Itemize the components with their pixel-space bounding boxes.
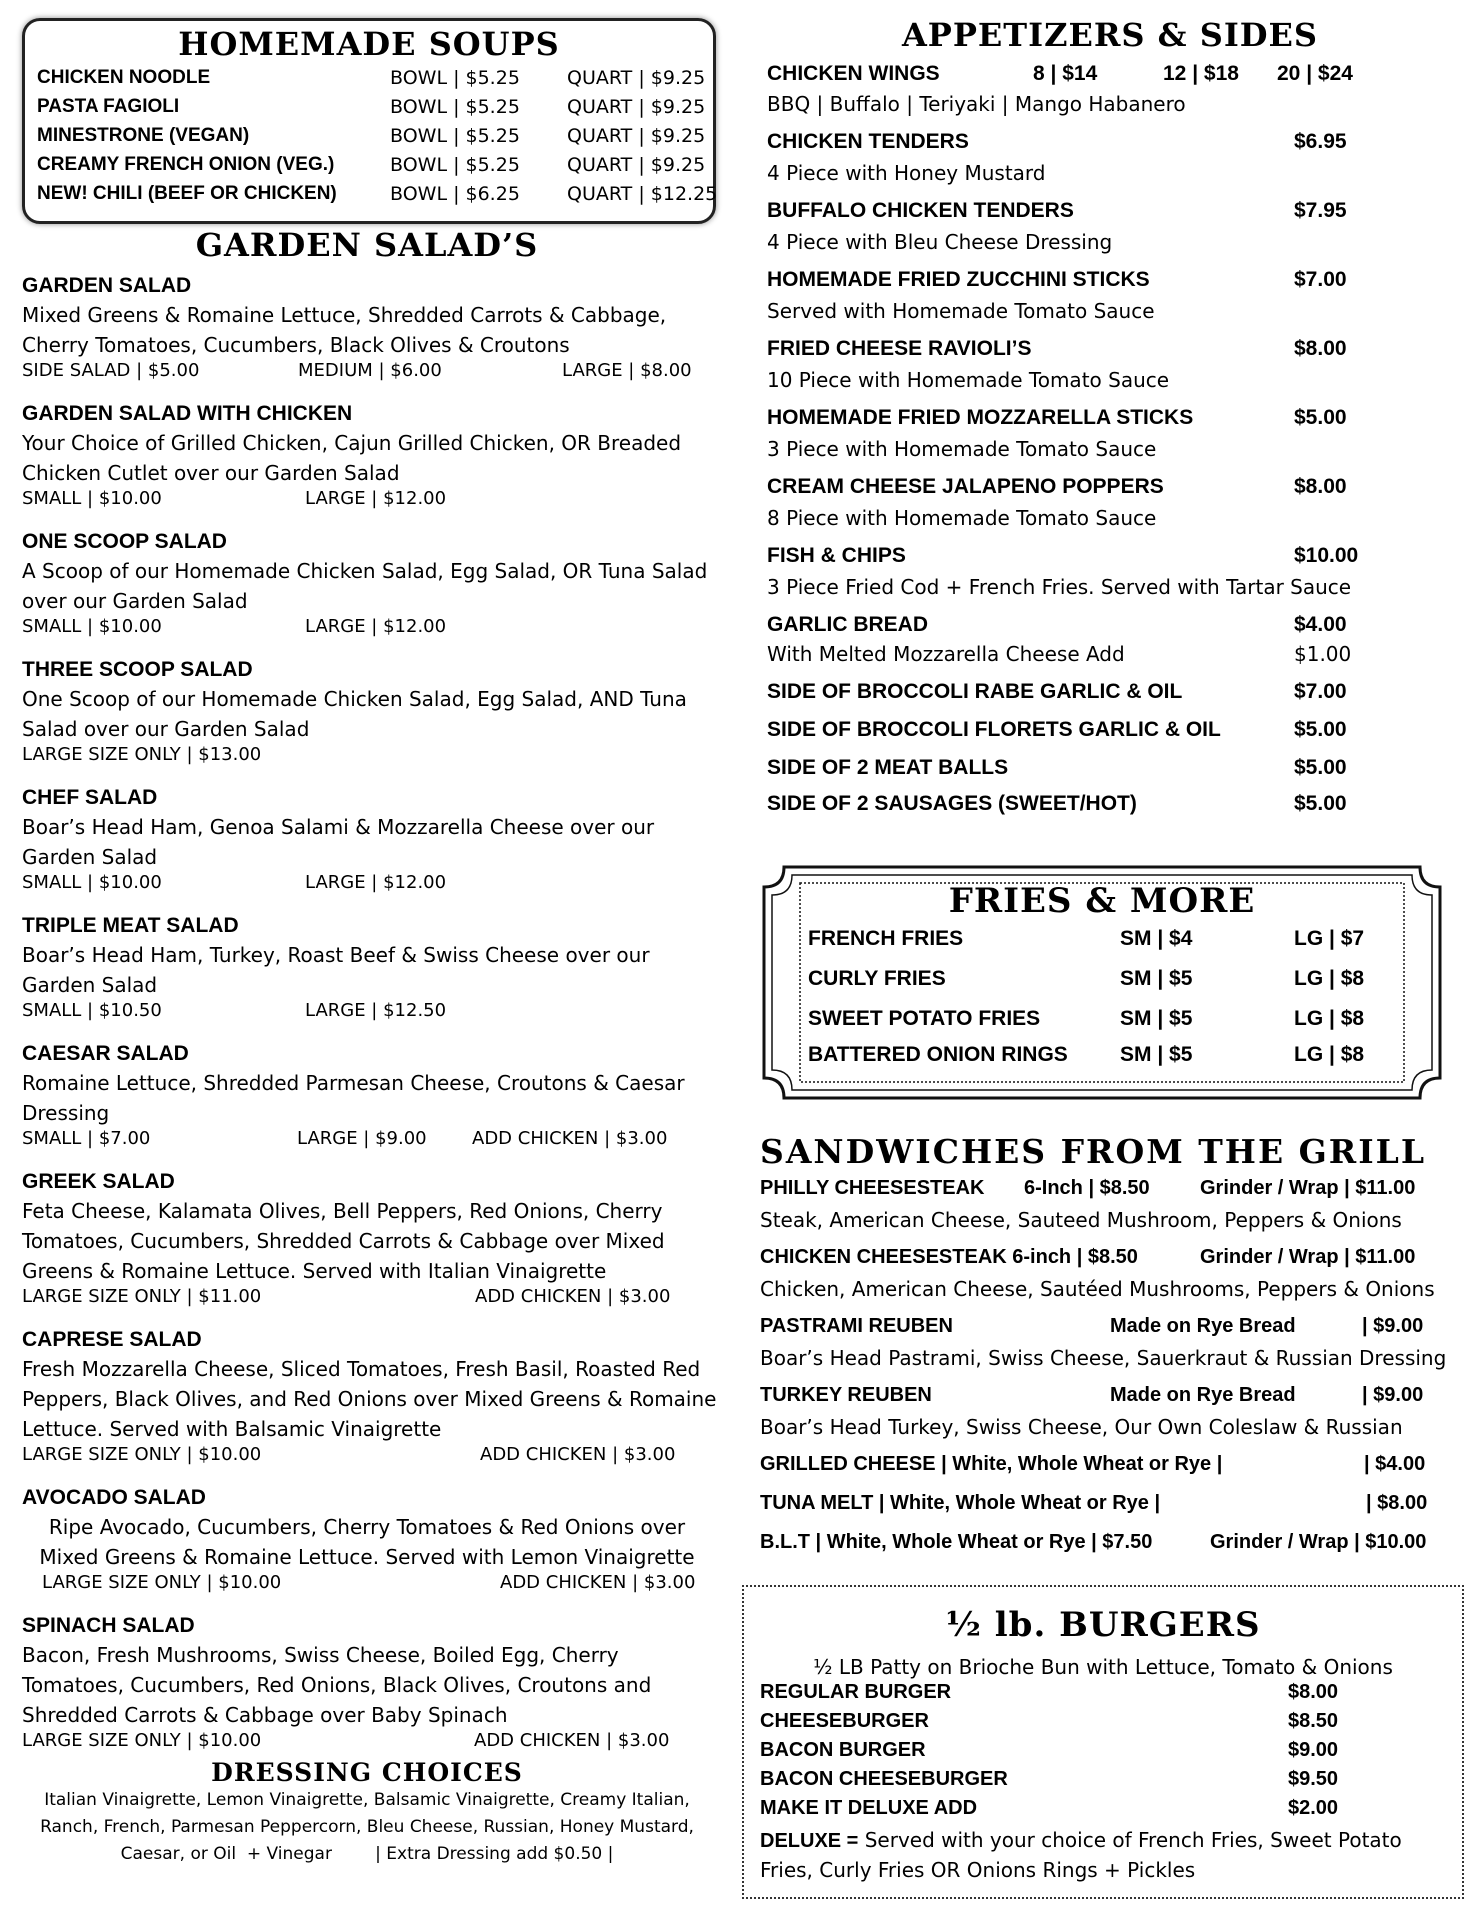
soup-name: CREAMY FRENCH ONION (VEG.) [37, 154, 335, 175]
soup-quart-price: QUART | $9.25 [567, 96, 706, 118]
soup-bowl-price: BOWL | $5.25 [390, 125, 520, 147]
item-desc: 3 Piece with Homemade Tomato Sauce [767, 437, 1157, 461]
salad-price: LARGE | $12.00 [305, 872, 447, 893]
soups-title: HOMEMADE SOUPS [178, 25, 560, 63]
fries-row [808, 927, 1408, 967]
salad-prices [22, 1572, 722, 1598]
salad-prices [22, 1286, 722, 1312]
salad-item [22, 1168, 722, 1312]
item-price: $5.00 [1294, 406, 1347, 429]
fries-lg-price: LG | $7 [1294, 927, 1365, 950]
item-name: FISH & CHIPS [767, 544, 906, 567]
salad-price: LARGE | $9.00 [297, 1128, 427, 1149]
item-row [767, 475, 1457, 504]
fries-name: BATTERED ONION RINGS [808, 1043, 1068, 1066]
soup-bowl-price: BOWL | $6.25 [390, 183, 520, 205]
item-price: $6.95 [1294, 130, 1347, 153]
item-price: $1.00 [1294, 642, 1352, 666]
deluxe-label: DELUXE = [760, 1830, 859, 1852]
soup-quart-price: QUART | $12.25 [567, 183, 718, 205]
burger-row [760, 1797, 1450, 1826]
salad-price: SMALL | $10.50 [22, 1000, 162, 1021]
salad-price: SMALL | $7.00 [22, 1128, 151, 1149]
sandwich-price: Made on Rye Bread [1110, 1315, 1296, 1337]
salad-item [22, 1484, 722, 1598]
salad-price: LARGE SIZE ONLY | $10.00 [22, 1444, 262, 1465]
sandwich-price: | $9.00 [1362, 1315, 1424, 1337]
item-price: $7.95 [1294, 199, 1347, 222]
burgers-subtitle: ½ LB Patty on Brioche Bun with Lettuce, Tomato & Onions [813, 1655, 1393, 1679]
burgers-title: ½ lb. BURGERS [945, 1605, 1261, 1645]
salad-name: AVOCADO SALAD [22, 1486, 206, 1509]
dressings-title: DRESSING CHOICES [211, 1758, 523, 1787]
burger-price: $8.50 [1288, 1710, 1339, 1732]
sandwich-name: PASTRAMI REUBEN [760, 1315, 953, 1337]
burger-row [760, 1710, 1450, 1739]
soup-bowl-price: BOWL | $5.25 [390, 67, 520, 89]
appetizer-item [767, 613, 1457, 670]
soup-row [37, 125, 713, 154]
appetizer-item [767, 199, 1457, 256]
salad-price: LARGE SIZE ONLY | $10.00 [42, 1572, 282, 1593]
salad-desc: A Scoop of our Homemade Chicken Salad, Egg Salad, OR Tuna Salad over our Garden Salad [22, 559, 708, 613]
item-name: SIDE OF 2 SAUSAGES (SWEET/HOT) [767, 792, 1137, 815]
sandwich-price: | $4.00 [1364, 1453, 1426, 1475]
salad-price: LARGE | $12.00 [305, 488, 447, 509]
fries-sm-price: SM | $5 [1120, 1007, 1193, 1030]
item-name: SIDE OF BROCCOLI FLORETS GARLIC & OIL [767, 718, 1221, 741]
fries-row [808, 1043, 1408, 1079]
fries-sm-price: SM | $4 [1120, 927, 1193, 950]
item-price: 12 | $18 [1163, 62, 1239, 85]
side-row [767, 718, 1457, 756]
item-price: $10.00 [1294, 544, 1359, 567]
soup-name: PASTA FAGIOLI [37, 96, 180, 117]
fries-name: CURLY FRIES [808, 967, 946, 990]
fries-row [808, 1007, 1408, 1043]
fries-name: FRENCH FRIES [808, 927, 964, 950]
item-price: $8.00 [1294, 475, 1347, 498]
sandwich-row [760, 1177, 1470, 1206]
salad-prices [22, 1128, 722, 1154]
salad-name: GREEK SALAD [22, 1170, 175, 1193]
item-name: HOMEMADE FRIED ZUCCHINI STICKS [767, 268, 1150, 291]
sandwich-name: TUNA MELT | White, Whole Wheat or Rye | [760, 1492, 1161, 1514]
burger-name: BACON BURGER [760, 1739, 926, 1761]
soup-name: CHICKEN NOODLE [37, 67, 211, 88]
salad-item [22, 1326, 722, 1470]
salad-price: ADD CHICKEN | $3.00 [472, 1128, 668, 1149]
salad-desc: Boar’s Head Ham, Genoa Salami & Mozzarella Cheese over our Garden Salad [22, 815, 655, 869]
item-name: CREAM CHEESE JALAPENO POPPERS [767, 475, 1164, 498]
dressings-list: Italian Vinaigrette, Lemon Vinaigrette, Balsamic Vinaigrette, Creamy Italian, Ranch, French, Parmesan Peppercorn, Bleu Cheese, Russian, Honey Mustard, Caesar, or Oil + Vinegar | Extra Dressing add $0.50 | [40, 1790, 700, 1864]
burger-price: $9.00 [1288, 1739, 1339, 1761]
salad-desc: Feta Cheese, Kalamata Olives, Bell Peppers, Red Onions, Cherry Tomatoes, Cucumbers, Shredded Carrots & Cabbage over Mixed Greens & Romaine Lettuce. Served with Italian Vinaigrette [22, 1199, 665, 1283]
salad-name: GARDEN SALAD WITH CHICKEN [22, 402, 353, 425]
side-row [767, 756, 1457, 792]
sandwich-name: CHICKEN CHEESESTEAK 6-inch | $8.50 [760, 1246, 1138, 1268]
salad-desc: Bacon, Fresh Mushrooms, Swiss Cheese, Boiled Egg, Cherry Tomatoes, Cucumbers, Red Onions, Black Olives, Croutons and Shredded Carrots & Cabbage over Baby Spinach [22, 1643, 652, 1727]
salad-price: SMALL | $10.00 [22, 616, 162, 637]
salad-name: THREE SCOOP SALAD [22, 658, 253, 681]
salad-item [22, 656, 722, 770]
fries-box [762, 865, 1442, 1100]
salad-price: ADD CHICKEN | $3.00 [475, 1286, 671, 1307]
fries-lg-price: LG | $8 [1294, 1007, 1365, 1030]
item-name: SIDE OF 2 MEAT BALLS [767, 756, 1009, 779]
item-desc: 8 Piece with Homemade Tomato Sauce [767, 506, 1157, 530]
salad-item [22, 272, 722, 386]
salad-prices [22, 744, 722, 770]
sandwich-row [760, 1453, 1470, 1492]
item-price: 8 | $14 [1033, 62, 1098, 85]
sandwich-item [760, 1177, 1470, 1234]
soup-row [37, 67, 713, 96]
salad-item [22, 1040, 722, 1154]
salad-prices [22, 616, 722, 642]
salad-prices [22, 1000, 722, 1026]
fries-sm-price: SM | $5 [1120, 1043, 1193, 1066]
sandwich-name: GRILLED CHEESE | White, Whole Wheat or Rye | [760, 1453, 1223, 1475]
sandwich-price: Grinder / Wrap | $10.00 [1210, 1531, 1427, 1553]
appetizer-item [767, 544, 1457, 601]
sandwich-price: Grinder / Wrap | $11.00 [1200, 1246, 1416, 1268]
salad-item [22, 400, 722, 514]
sandwich-row [760, 1492, 1470, 1531]
soups-box [22, 18, 716, 224]
soup-quart-price: QUART | $9.25 [567, 154, 706, 176]
fries-sm-price: SM | $5 [1120, 967, 1193, 990]
fries-lg-price: LG | $8 [1294, 967, 1365, 990]
appetizer-item [767, 130, 1457, 187]
soup-row [37, 183, 718, 212]
appetizer-item [767, 337, 1457, 394]
sides-list [767, 680, 1457, 828]
salad-price: LARGE SIZE ONLY | $10.00 [22, 1730, 262, 1751]
item-price: 20 | $24 [1277, 62, 1353, 85]
salad-item [22, 1612, 722, 1756]
item-name: BUFFALO CHICKEN TENDERS [767, 199, 1074, 222]
side-row [767, 792, 1457, 828]
salad-desc: Your Choice of Grilled Chicken, Cajun Grilled Chicken, OR Breaded Chicken Cutlet over our Garden Salad [22, 431, 682, 485]
salad-prices [22, 360, 722, 386]
item-desc: With Melted Mozzarella Cheese Add [767, 642, 1125, 666]
item-price: $8.00 [1294, 337, 1347, 360]
fries-title: FRIES & MORE [948, 881, 1256, 921]
burger-price: $8.00 [1288, 1681, 1339, 1703]
salad-name: CAPRESE SALAD [22, 1328, 202, 1351]
item-name: SIDE OF BROCCOLI RABE GARLIC & OIL [767, 680, 1183, 703]
sandwich-desc: Boar’s Head Pastrami, Swiss Cheese, Sauerkraut & Russian Dressing [760, 1346, 1447, 1370]
burger-name: REGULAR BURGER [760, 1681, 952, 1703]
salad-prices [22, 872, 722, 898]
burger-name: MAKE IT DELUXE ADD [760, 1797, 978, 1819]
sandwich-price: | $9.00 [1362, 1384, 1424, 1406]
sandwich-price: Made on Rye Bread [1110, 1384, 1296, 1406]
salad-name: CAESAR SALAD [22, 1042, 189, 1065]
soup-row [37, 96, 713, 125]
sandwich-item [760, 1246, 1470, 1303]
salad-desc: Ripe Avocado, Cucumbers, Cherry Tomatoes & Red Onions over Mixed Greens & Romaine Lettuce. Served with Lemon Vinaigrette [39, 1515, 695, 1569]
salad-desc: Romaine Lettuce, Shredded Parmesan Cheese, Croutons & Caesar Dressing [22, 1071, 685, 1125]
item-name: GARLIC BREAD [767, 613, 928, 636]
item-price: $7.00 [1294, 268, 1347, 291]
item-row [767, 199, 1457, 228]
appetizer-item [767, 406, 1457, 463]
sandwich-desc: Chicken, American Cheese, Sautéed Mushrooms, Peppers & Onions [760, 1277, 1435, 1301]
salad-price: LARGE | $8.00 [562, 360, 692, 381]
item-desc: 4 Piece with Honey Mustard [767, 161, 1046, 185]
item-row [767, 613, 1457, 642]
item-desc: 4 Piece with Bleu Cheese Dressing [767, 230, 1113, 254]
burger-name: CHEESEBURGER [760, 1710, 929, 1732]
salad-name: CHEF SALAD [22, 786, 158, 809]
fries-lg-price: LG | $8 [1294, 1043, 1365, 1066]
sandwich-row [760, 1531, 1470, 1560]
sandwich-desc: Boar’s Head Turkey, Swiss Cheese, Our Own Coleslaw & Russian [760, 1415, 1403, 1439]
sandwich-price: 6-Inch | $8.50 [1024, 1177, 1150, 1199]
salad-price: LARGE | $12.50 [305, 1000, 447, 1021]
salad-item [22, 912, 722, 1026]
side-row [767, 680, 1457, 718]
salad-item [22, 784, 722, 898]
salad-prices [22, 1444, 722, 1470]
sandwich-name: TURKEY REUBEN [760, 1384, 932, 1406]
sandwich-desc: Steak, American Cheese, Sauteed Mushroom, Peppers & Onions [760, 1208, 1402, 1232]
appetizers-list [767, 62, 1457, 828]
salad-price: LARGE SIZE ONLY | $13.00 [22, 744, 262, 765]
sandwich-row [760, 1246, 1470, 1275]
item-price: $4.00 [1294, 613, 1347, 636]
burger-row [760, 1681, 1450, 1710]
item-price: $5.00 [1294, 792, 1347, 815]
salad-price: LARGE SIZE ONLY | $11.00 [22, 1286, 262, 1307]
fries-row [808, 967, 1408, 1007]
item-row [767, 406, 1457, 435]
item-desc: BBQ | Buffalo | Teriyaki | Mango Habanero [767, 92, 1186, 116]
salad-price: ADD CHICKEN | $3.00 [474, 1730, 670, 1751]
item-row [767, 337, 1457, 366]
wings-row [767, 62, 1457, 90]
salad-desc: Mixed Greens & Romaine Lettuce, Shredded Carrots & Cabbage, Cherry Tomatoes, Cucumbers, Black Olives & Croutons [22, 303, 667, 357]
item-desc: Served with Homemade Tomato Sauce [767, 299, 1155, 323]
item-desc-row [767, 642, 1457, 670]
item-row [767, 130, 1457, 159]
soup-quart-price: QUART | $9.25 [567, 125, 706, 147]
salad-price: ADD CHICKEN | $3.00 [500, 1572, 696, 1593]
salads-title: GARDEN SALAD’S [195, 226, 539, 264]
sandwiches-section [760, 1132, 1470, 1560]
appetizer-item [767, 268, 1457, 325]
item-row [767, 544, 1457, 573]
burgers-box [742, 1585, 1464, 1899]
sandwich-name: PHILLY CHEESESTEAK [760, 1177, 985, 1199]
appetizers-title: APPETIZERS & SIDES [901, 16, 1319, 54]
burger-row [760, 1739, 1450, 1768]
soup-bowl-price: BOWL | $5.25 [390, 96, 520, 118]
sandwich-price: | $8.00 [1366, 1492, 1428, 1514]
deluxe-note [760, 1826, 1420, 1885]
salads-section [22, 226, 722, 1868]
burger-price: $2.00 [1288, 1797, 1339, 1819]
salad-prices [22, 1730, 722, 1756]
fries-name: SWEET POTATO FRIES [808, 1007, 1041, 1030]
salad-price: MEDIUM | $6.00 [298, 360, 442, 381]
soup-name: MINESTRONE (VEGAN) [37, 125, 250, 146]
salad-item [22, 528, 722, 642]
sandwiches-title: SANDWICHES FROM THE GRILL [760, 1132, 1427, 1171]
salad-desc: Fresh Mozzarella Cheese, Sliced Tomatoes, Fresh Basil, Roasted Red Peppers, Black Olives, and Red Onions over Mixed Greens & Romaine Lettuce. Served with Balsamic Vinaigrette [22, 1357, 717, 1441]
item-name: FRIED CHEESE RAVIOLI’S [767, 337, 1032, 360]
item-name: HOMEMADE FRIED MOZZARELLA STICKS [767, 406, 1194, 429]
burger-row [760, 1768, 1450, 1797]
salad-name: SPINACH SALAD [22, 1614, 195, 1637]
salad-desc: One Scoop of our Homemade Chicken Salad, Egg Salad, AND Tuna Salad over our Garden Salad [22, 687, 687, 741]
salad-price: ADD CHICKEN | $3.00 [480, 1444, 676, 1465]
salad-prices [22, 488, 722, 514]
burger-price: $9.50 [1288, 1768, 1339, 1790]
sandwich-row [760, 1315, 1470, 1344]
salad-price: SMALL | $10.00 [22, 488, 162, 509]
deluxe-text: Served with your choice of French Fries, Sweet Potato Fries, Curly Fries OR Onions Rings + Pickles [760, 1828, 1402, 1882]
salad-price: SIDE SALAD | $5.00 [22, 360, 200, 381]
item-name: CHICKEN TENDERS [767, 130, 969, 153]
sandwich-price: Grinder / Wrap | $11.00 [1200, 1177, 1416, 1199]
appetizer-item [767, 475, 1457, 532]
soup-row [37, 154, 713, 183]
sandwich-name: B.L.T | White, Whole Wheat or Rye | $7.50 [760, 1531, 1153, 1553]
item-desc: 3 Piece Fried Cod + French Fries. Served with Tartar Sauce [767, 575, 1352, 599]
sandwich-item [760, 1315, 1470, 1372]
salad-desc: Boar’s Head Ham, Turkey, Roast Beef & Swiss Cheese over our Garden Salad [22, 943, 650, 997]
burger-name: BACON CHEESEBURGER [760, 1768, 1008, 1790]
salad-price: SMALL | $10.00 [22, 872, 162, 893]
sandwich-row [760, 1384, 1470, 1413]
soup-name: NEW! CHILI (BEEF OR CHICKEN) [37, 183, 337, 204]
soup-bowl-price: BOWL | $5.25 [390, 154, 520, 176]
soup-quart-price: QUART | $9.25 [567, 67, 706, 89]
item-row [767, 268, 1457, 297]
salad-name: ONE SCOOP SALAD [22, 530, 227, 553]
item-desc: 10 Piece with Homemade Tomato Sauce [767, 368, 1170, 392]
item-price: $7.00 [1294, 680, 1347, 703]
salad-price: LARGE | $12.00 [305, 616, 447, 637]
sandwich-item [760, 1384, 1470, 1441]
item-price: $5.00 [1294, 756, 1347, 779]
salad-name: GARDEN SALAD [22, 274, 192, 297]
item-price: $5.00 [1294, 718, 1347, 741]
salad-name: TRIPLE MEAT SALAD [22, 914, 239, 937]
item-name: CHICKEN WINGS [767, 62, 940, 85]
